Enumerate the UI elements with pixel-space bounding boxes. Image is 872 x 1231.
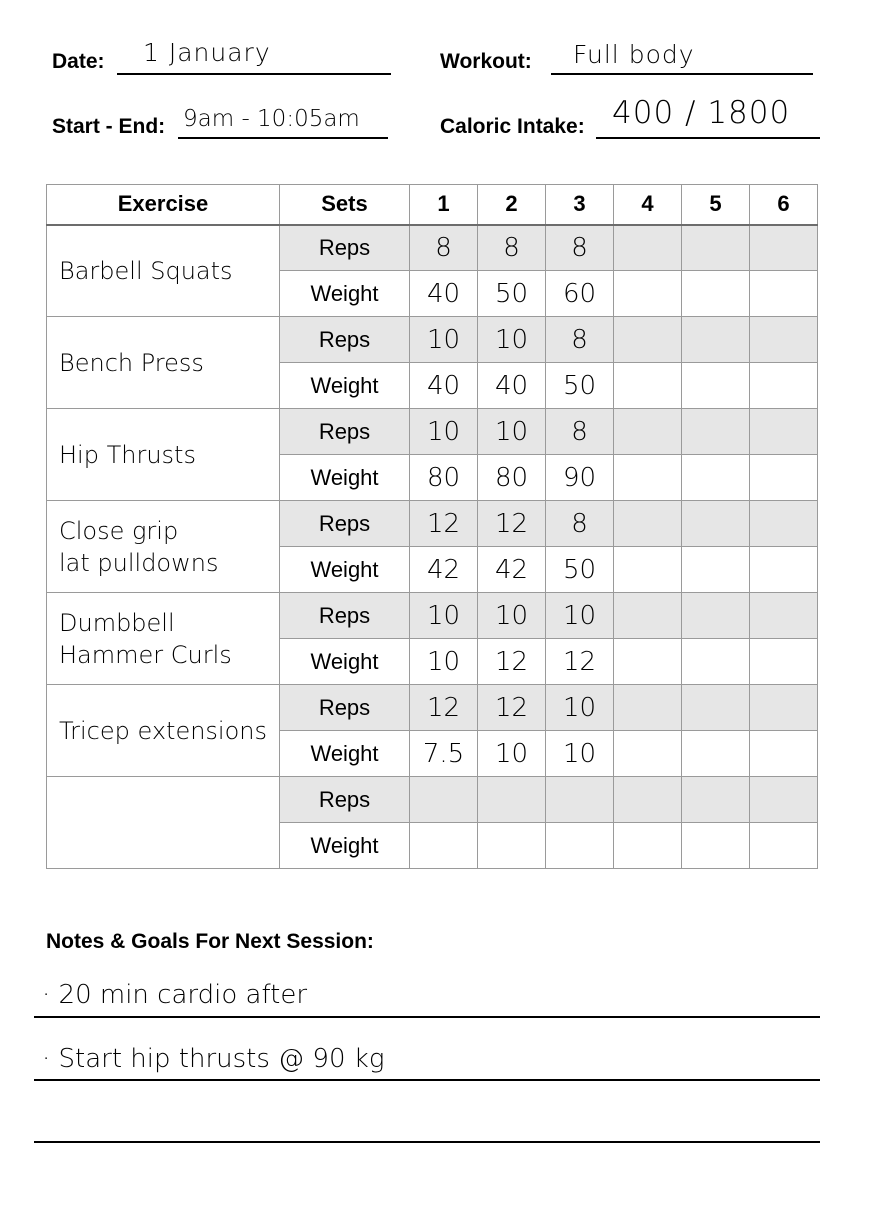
workout-underline <box>551 73 813 75</box>
exercise-reps-row <box>47 593 818 639</box>
weight-label: Weight <box>280 731 410 777</box>
header-set-2: 2 <box>478 185 546 225</box>
table-body <box>47 225 818 869</box>
reps-set-2-cell[interactable]: 10 <box>478 317 546 363</box>
reps-set-5-cell[interactable] <box>682 501 750 547</box>
exercise-reps-row <box>47 409 818 455</box>
weight-set-2-cell[interactable]: 10 <box>478 731 546 777</box>
weight-set-5-cell[interactable] <box>682 363 750 409</box>
reps-set-2-cell[interactable]: 10 <box>478 593 546 639</box>
weight-set-2-cell[interactable]: 80 <box>478 455 546 501</box>
weight-set-3-cell[interactable]: 50 <box>546 363 614 409</box>
reps-set-6-cell[interactable] <box>750 685 818 731</box>
reps-set-6-cell[interactable] <box>750 501 818 547</box>
exercise-name-cell[interactable] <box>47 777 280 869</box>
reps-set-6-cell[interactable] <box>750 593 818 639</box>
workout-value[interactable]: Full body <box>573 40 695 69</box>
weight-set-5-cell[interactable] <box>682 271 750 317</box>
exercise-reps-row <box>47 225 818 271</box>
weight-set-3-cell[interactable] <box>546 823 614 869</box>
exercise-name-cell[interactable] <box>47 501 280 593</box>
weight-set-6-cell[interactable] <box>750 639 818 685</box>
weight-set-6-cell[interactable] <box>750 455 818 501</box>
note-line-1 <box>34 1016 820 1018</box>
workout-table <box>46 184 818 869</box>
weight-set-2-cell[interactable] <box>478 823 546 869</box>
reps-label: Reps <box>280 777 410 823</box>
weight-set-3-cell[interactable]: 12 <box>546 639 614 685</box>
reps-set-2-cell[interactable]: 12 <box>478 685 546 731</box>
exercise-name-line: Tricep extensions <box>59 716 267 745</box>
reps-set-3-cell[interactable]: 10 <box>546 593 614 639</box>
reps-set-3-cell[interactable] <box>546 777 614 823</box>
header-set-4: 4 <box>614 185 682 225</box>
start-end-underline <box>178 137 388 139</box>
header-sets: Sets <box>280 185 410 225</box>
exercise-reps-row <box>47 501 818 547</box>
weight-label: Weight <box>280 271 410 317</box>
weight-set-2-cell[interactable]: 12 <box>478 639 546 685</box>
weight-set-1-cell[interactable]: 42 <box>410 547 478 593</box>
weight-set-5-cell[interactable] <box>682 639 750 685</box>
reps-set-5-cell[interactable] <box>682 685 750 731</box>
reps-label: Reps <box>280 685 410 731</box>
reps-set-4-cell[interactable] <box>614 317 682 363</box>
weight-set-4-cell[interactable] <box>614 271 682 317</box>
reps-set-1-cell[interactable]: 10 <box>410 317 478 363</box>
reps-set-3-cell[interactable]: 8 <box>546 501 614 547</box>
weight-set-6-cell[interactable] <box>750 547 818 593</box>
weight-set-2-cell[interactable]: 50 <box>478 271 546 317</box>
header-set-6: 6 <box>750 185 818 225</box>
caloric-intake-underline <box>596 137 820 139</box>
reps-set-4-cell[interactable] <box>614 409 682 455</box>
exercise-name-cell[interactable] <box>47 593 280 685</box>
reps-set-5-cell[interactable] <box>682 317 750 363</box>
reps-set-4-cell[interactable] <box>614 593 682 639</box>
note-line-2-text[interactable]: · Start hip thrusts @ 90 kg <box>42 1044 385 1074</box>
caloric-intake-label: Caloric Intake: <box>440 115 585 138</box>
exercise-name-cell[interactable] <box>47 225 280 317</box>
weight-set-6-cell[interactable] <box>750 823 818 869</box>
weight-set-1-cell[interactable]: 7.5 <box>410 731 478 777</box>
exercise-name-line: Hip Thrusts <box>59 440 196 469</box>
weight-set-3-cell[interactable]: 50 <box>546 547 614 593</box>
reps-set-1-cell[interactable]: 10 <box>410 409 478 455</box>
header-exercise: Exercise <box>47 185 280 225</box>
weight-set-4-cell[interactable] <box>614 455 682 501</box>
weight-set-4-cell[interactable] <box>614 363 682 409</box>
weight-set-6-cell[interactable] <box>750 271 818 317</box>
reps-set-1-cell[interactable]: 8 <box>410 225 478 271</box>
reps-label: Reps <box>280 317 410 363</box>
exercise-name-cell[interactable] <box>47 685 280 777</box>
date-value[interactable]: 1 January <box>143 38 271 67</box>
exercise-name-cell[interactable] <box>47 317 280 409</box>
reps-set-4-cell[interactable] <box>614 225 682 271</box>
weight-set-4-cell[interactable] <box>614 547 682 593</box>
weight-set-3-cell[interactable]: 10 <box>546 731 614 777</box>
weight-set-5-cell[interactable] <box>682 823 750 869</box>
header-set-1: 1 <box>410 185 478 225</box>
exercise-name-line: lat pulldowns <box>59 548 219 577</box>
reps-set-3-cell[interactable]: 8 <box>546 225 614 271</box>
reps-set-1-cell[interactable] <box>410 777 478 823</box>
exercise-reps-row <box>47 777 818 823</box>
reps-set-6-cell[interactable] <box>750 317 818 363</box>
exercise-reps-row <box>47 317 818 363</box>
reps-label: Reps <box>280 409 410 455</box>
weight-set-4-cell[interactable] <box>614 823 682 869</box>
reps-set-1-cell[interactable]: 12 <box>410 501 478 547</box>
start-end-label: Start - End: <box>52 115 166 138</box>
exercise-name-line: Close grip <box>59 516 179 545</box>
weight-label: Weight <box>280 363 410 409</box>
weight-set-1-cell[interactable]: 40 <box>410 271 478 317</box>
reps-set-2-cell[interactable]: 12 <box>478 501 546 547</box>
reps-set-6-cell[interactable] <box>750 777 818 823</box>
date-label: Date: <box>52 50 105 73</box>
reps-set-6-cell[interactable] <box>750 409 818 455</box>
notes-title: Notes & Goals For Next Session: <box>46 930 374 953</box>
reps-set-4-cell[interactable] <box>614 501 682 547</box>
reps-label: Reps <box>280 593 410 639</box>
reps-set-4-cell[interactable] <box>614 777 682 823</box>
reps-set-2-cell[interactable]: 10 <box>478 409 546 455</box>
exercise-name-line: Dumbbell <box>59 608 175 637</box>
reps-set-6-cell[interactable] <box>750 225 818 271</box>
reps-set-3-cell[interactable]: 8 <box>546 317 614 363</box>
reps-set-1-cell[interactable]: 12 <box>410 685 478 731</box>
weight-set-4-cell[interactable] <box>614 639 682 685</box>
reps-set-4-cell[interactable] <box>614 685 682 731</box>
workout-label: Workout: <box>440 50 532 73</box>
reps-set-5-cell[interactable] <box>682 409 750 455</box>
weight-label: Weight <box>280 823 410 869</box>
weight-set-5-cell[interactable] <box>682 455 750 501</box>
weight-set-3-cell[interactable]: 60 <box>546 271 614 317</box>
weight-set-1-cell[interactable]: 80 <box>410 455 478 501</box>
reps-label: Reps <box>280 501 410 547</box>
weight-label: Weight <box>280 455 410 501</box>
weight-set-1-cell[interactable] <box>410 823 478 869</box>
reps-set-1-cell[interactable]: 10 <box>410 593 478 639</box>
weight-set-2-cell[interactable]: 40 <box>478 363 546 409</box>
date-underline <box>117 73 391 75</box>
note-line-3 <box>34 1141 820 1143</box>
exercise-name-line: Hammer Curls <box>59 640 232 669</box>
reps-set-5-cell[interactable] <box>682 777 750 823</box>
weight-set-6-cell[interactable] <box>750 731 818 777</box>
reps-label: Reps <box>280 225 410 271</box>
weight-set-5-cell[interactable] <box>682 731 750 777</box>
reps-set-3-cell[interactable]: 10 <box>546 685 614 731</box>
header-set-5: 5 <box>682 185 750 225</box>
reps-set-5-cell[interactable] <box>682 225 750 271</box>
weight-set-6-cell[interactable] <box>750 363 818 409</box>
weight-set-1-cell[interactable]: 10 <box>410 639 478 685</box>
weight-label: Weight <box>280 639 410 685</box>
exercise-reps-row <box>47 685 818 731</box>
exercise-name-cell[interactable] <box>47 409 280 501</box>
header-set-3: 3 <box>546 185 614 225</box>
weight-set-4-cell[interactable] <box>614 731 682 777</box>
reps-set-5-cell[interactable] <box>682 593 750 639</box>
reps-set-2-cell[interactable] <box>478 777 546 823</box>
note-line-2 <box>34 1079 820 1081</box>
note-line-1-text[interactable]: · 20 min cardio after <box>42 980 308 1010</box>
exercise-name-line: Bench Press <box>59 348 204 377</box>
exercise-name-line: Barbell Squats <box>59 256 233 285</box>
weight-set-2-cell[interactable]: 42 <box>478 547 546 593</box>
table-header-row <box>47 185 818 225</box>
weight-set-3-cell[interactable]: 90 <box>546 455 614 501</box>
weight-label: Weight <box>280 547 410 593</box>
caloric-intake-value[interactable]: 400 / 1800 <box>612 95 791 131</box>
weight-set-5-cell[interactable] <box>682 547 750 593</box>
start-end-value[interactable]: 9am - 10:05am <box>183 106 360 132</box>
reps-set-3-cell[interactable]: 8 <box>546 409 614 455</box>
reps-set-2-cell[interactable]: 8 <box>478 225 546 271</box>
weight-set-1-cell[interactable]: 40 <box>410 363 478 409</box>
